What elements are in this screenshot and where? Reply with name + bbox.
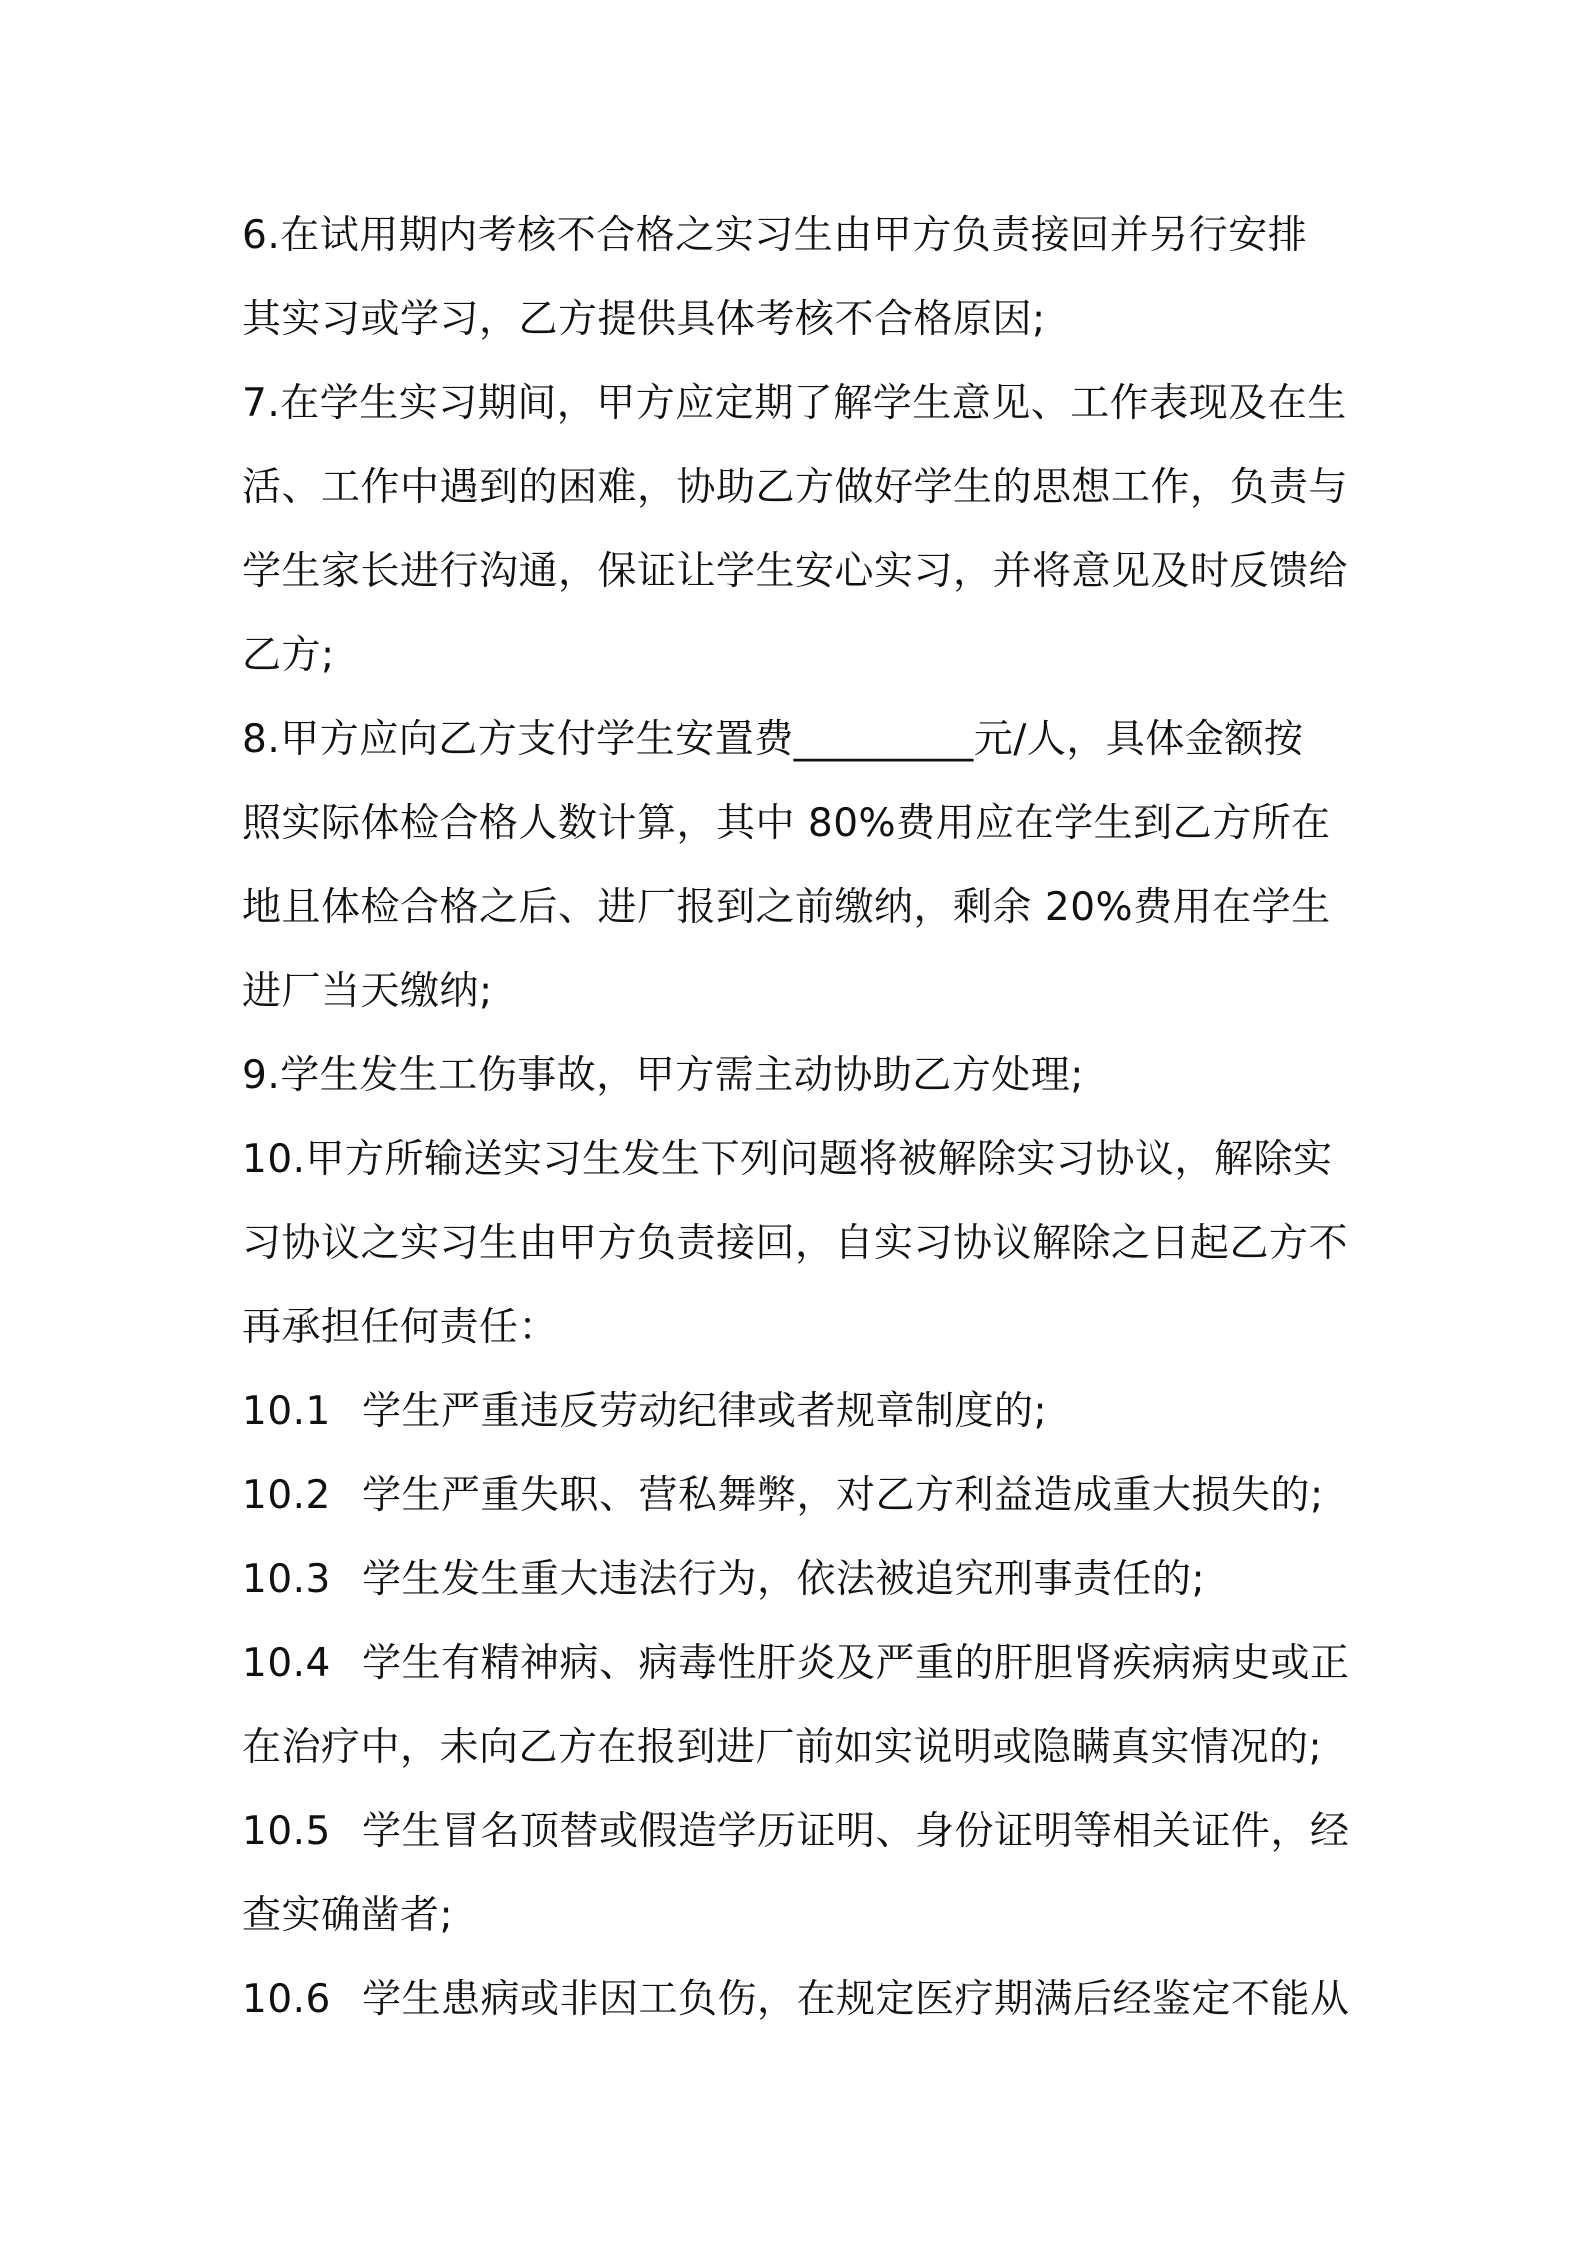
subclause-number: 10.2 <box>242 1473 331 1518</box>
clause-9 <box>242 1034 1352 1118</box>
text-line <box>242 1538 1352 1622</box>
text-line: 再承担任何责任： <box>242 1305 559 1350</box>
subclause-text: 学生患病或非因工负伤，在规定医疗期满后经鉴定不能从 <box>362 1977 1350 2022</box>
text-line <box>242 1958 1352 2042</box>
document-body <box>242 194 1352 2042</box>
text-line: 8.甲方应向乙方支付学生安置费_________元/人，具体金额按 <box>242 717 1304 762</box>
text-line <box>242 1622 1352 1706</box>
subclause-number: 10.1 <box>242 1389 331 1434</box>
subclause-text: 学生严重违反劳动纪律或者规章制度的; <box>362 1389 1048 1434</box>
subclause-text: 学生发生重大违法行为，依法被追究刑事责任的; <box>362 1557 1206 1602</box>
text-line <box>242 1370 1352 1454</box>
text-line <box>242 1454 1352 1538</box>
text-line: 其实习或学习，乙方提供具体考核不合格原因; <box>242 297 1046 342</box>
text-line <box>242 1790 1352 1874</box>
text-line: 乙方; <box>242 633 335 678</box>
text-line: 7.在学生实习期间，甲方应定期了解学生意见、工作表现及在生 <box>242 381 1347 426</box>
subclause-10-5 <box>242 1790 1352 1958</box>
text-line: 学生家长进行沟通，保证让学生安心实习，并将意见及时反馈给 <box>242 549 1349 594</box>
subclause-10-3 <box>242 1538 1352 1622</box>
clause-8 <box>242 698 1352 1034</box>
subclause-number: 10.3 <box>242 1557 331 1602</box>
text-line: 10.甲方所输送实习生发生下列问题将被解除实习协议，解除实 <box>242 1137 1333 1182</box>
subclause-number: 10.5 <box>242 1809 331 1854</box>
subclause-10-2 <box>242 1454 1352 1538</box>
clause-6 <box>242 194 1352 362</box>
subclause-text: 学生冒名顶替或假造学历证明、身份证明等相关证件，经 <box>362 1809 1350 1854</box>
subclause-10-4 <box>242 1622 1352 1790</box>
text-line: 照实际体检合格人数计算，其中 80%费用应在学生到乙方所在 <box>242 801 1331 846</box>
text-line: 进厂当天缴纳; <box>242 969 493 1014</box>
text-line: 查实确凿者; <box>242 1893 454 1938</box>
subclause-10-6 <box>242 1958 1352 2042</box>
text-line: 活、工作中遇到的困难，协助乙方做好学生的思想工作，负责与 <box>242 465 1349 510</box>
clause-10 <box>242 1118 1352 1370</box>
subclause-10-1 <box>242 1370 1352 1454</box>
subclause-text: 学生严重失职、营私舞弊，对乙方利益造成重大损失的; <box>362 1473 1324 1518</box>
text-line: 9.学生发生工伤事故，甲方需主动协助乙方处理; <box>242 1053 1084 1098</box>
text-line: 6.在试用期内考核不合格之实习生由甲方负责接回并另行安排 <box>242 213 1308 258</box>
subclause-number: 10.6 <box>242 1977 331 2022</box>
text-line: 在治疗中，未向乙方在报到进厂前如实说明或隐瞒真实情况的; <box>242 1725 1323 1770</box>
clause-7 <box>242 362 1352 698</box>
subclause-number: 10.4 <box>242 1641 331 1686</box>
subclause-text: 学生有精神病、病毒性肝炎及严重的肝胆肾疾病病史或正 <box>362 1641 1350 1686</box>
text-line: 习协议之实习生由甲方负责接回，自实习协议解除之日起乙方不 <box>242 1221 1349 1266</box>
text-line: 地且体检合格之后、进厂报到之前缴纳，剩余 20%费用在学生 <box>242 885 1331 930</box>
